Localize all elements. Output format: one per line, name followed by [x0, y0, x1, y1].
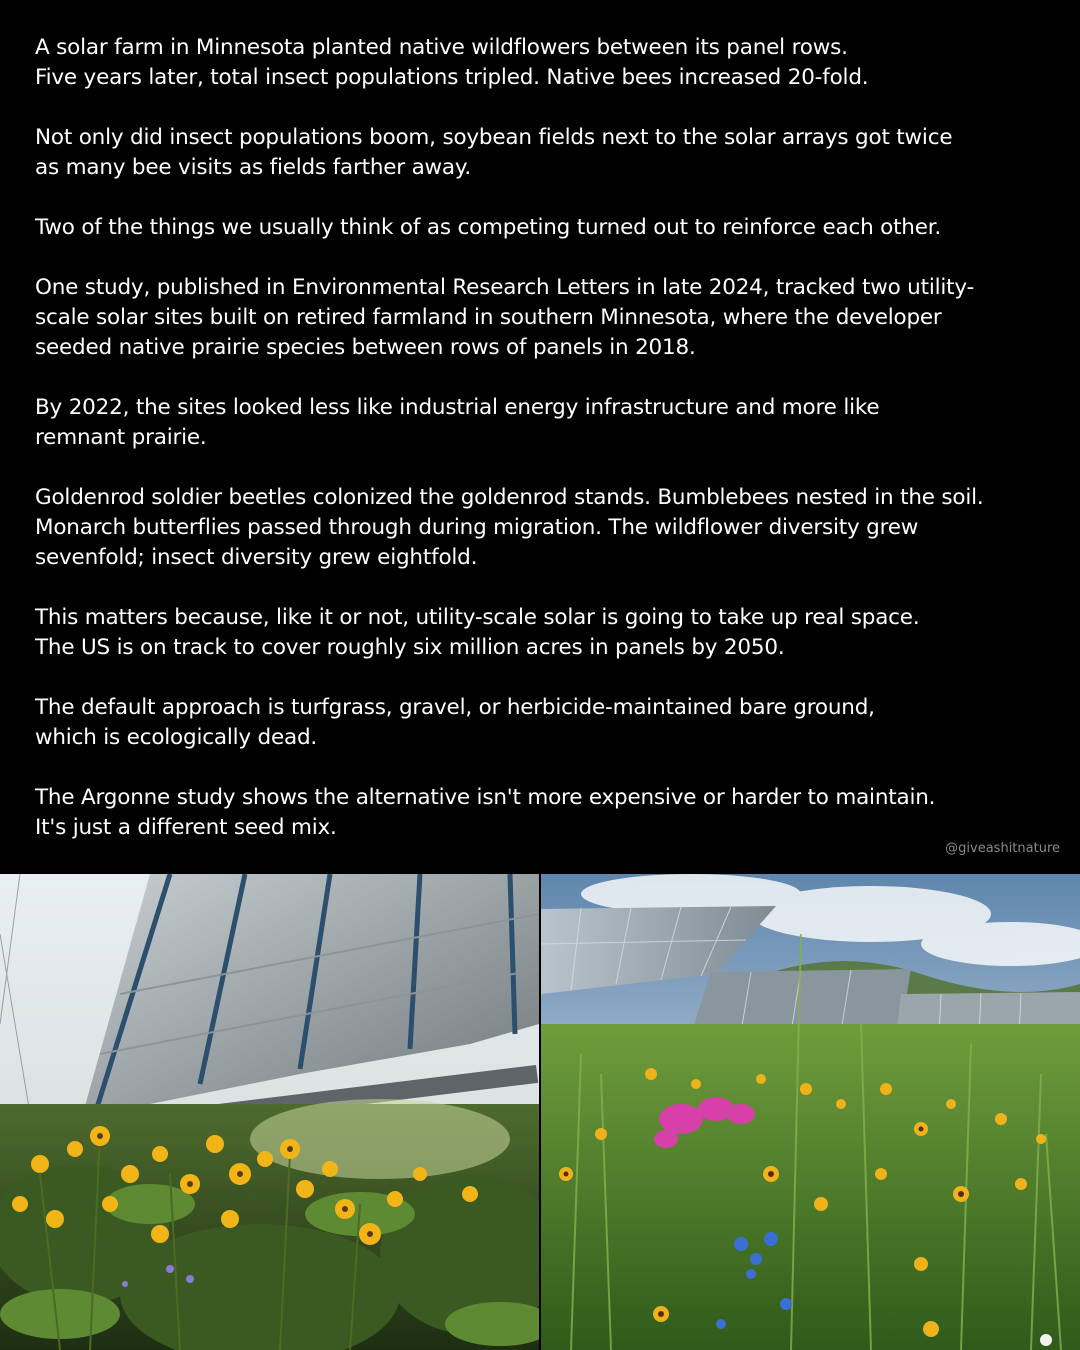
photo-row — [0, 874, 1080, 1350]
paragraph-9 — [35, 783, 1065, 843]
text-line: as many bee visits as fields farther away. — [35, 155, 471, 180]
paragraph-3 — [35, 213, 1065, 243]
text-line: The Argonne study shows the alternative isn't more expensive or harder to maintain. — [35, 785, 936, 810]
paragraph-8 — [35, 693, 1065, 753]
photo-meadow-arrays — [541, 874, 1080, 1350]
text-line: By 2022, the sites looked less like industrial energy infrastructure and more like — [35, 395, 880, 420]
text-line: remnant prairie. — [35, 425, 207, 450]
credit-handle: @giveashitnature — [945, 841, 1060, 856]
post-text — [35, 33, 1065, 873]
paragraph-5 — [35, 393, 1065, 453]
text-line: The US is on track to cover roughly six million acres in panels by 2050. — [35, 635, 785, 660]
paragraph-2 — [35, 123, 1065, 183]
text-line: Monarch butterflies passed through during migration. The wildflower diversity grew — [35, 515, 919, 540]
paragraph-7 — [35, 603, 1065, 663]
text-line: One study, published in Environmental Research Letters in late 2024, tracked two utility- — [35, 275, 975, 300]
text-line: seeded native prairie species between rows of panels in 2018. — [35, 335, 696, 360]
text-line: This matters because, like it or not, utility-scale solar is going to take up real space. — [35, 605, 920, 630]
text-line: A solar farm in Minnesota planted native wildflowers between its panel rows. — [35, 35, 848, 60]
text-line: It's just a different seed mix. — [35, 815, 337, 840]
paragraph-6 — [35, 483, 1065, 573]
text-line: Not only did insect populations boom, soybean fields next to the solar arrays got twice — [35, 125, 953, 150]
paragraph-1 — [35, 33, 1065, 93]
photo-under-panels — [0, 874, 539, 1350]
text-line: sevenfold; insect diversity grew eightfold. — [35, 545, 478, 570]
text-line: The default approach is turfgrass, gravel, or herbicide-maintained bare ground, — [35, 695, 875, 720]
text-line: which is ecologically dead. — [35, 725, 318, 750]
text-line: Goldenrod soldier beetles colonized the goldenrod stands. Bumblebees nested in the soil. — [35, 485, 984, 510]
paragraph-4 — [35, 273, 1065, 363]
text-line: Five years later, total insect populations tripled. Native bees increased 20-fold. — [35, 65, 869, 90]
text-line: scale solar sites built on retired farmland in southern Minnesota, where the developer — [35, 305, 942, 330]
text-line: Two of the things we usually think of as competing turned out to reinforce each other. — [35, 215, 942, 240]
